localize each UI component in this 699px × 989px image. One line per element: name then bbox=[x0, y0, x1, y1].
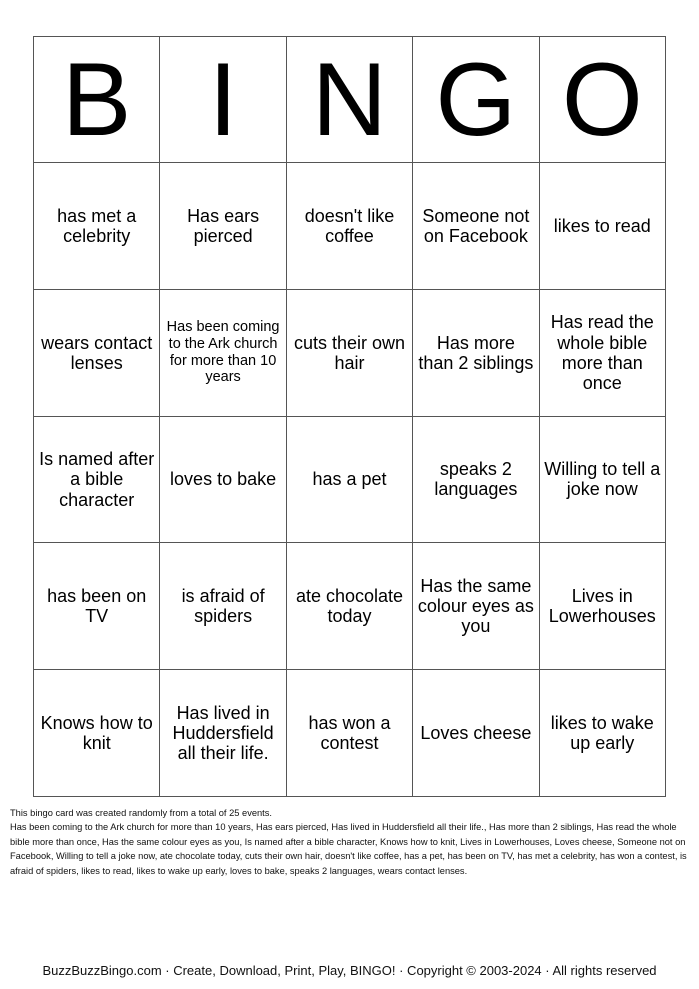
header-letter-o: O bbox=[539, 37, 665, 163]
bingo-cell[interactable]: Someone not on Facebook bbox=[413, 163, 539, 290]
header-letter-b: B bbox=[34, 37, 160, 163]
header-letter-g: G bbox=[413, 37, 539, 163]
bingo-cell[interactable]: ate chocolate today bbox=[286, 543, 412, 670]
bingo-cell[interactable]: has met a celebrity bbox=[34, 163, 160, 290]
bingo-card bbox=[33, 36, 666, 797]
bingo-cell[interactable]: cuts their own hair bbox=[286, 289, 412, 416]
bingo-cell[interactable]: wears contact lenses bbox=[34, 289, 160, 416]
bingo-cell[interactable]: likes to wake up early bbox=[539, 670, 665, 797]
bingo-cell[interactable]: Is named after a bible character bbox=[34, 416, 160, 543]
bingo-cell[interactable]: Has lived in Huddersfield all their life. bbox=[160, 670, 286, 797]
bingo-row-2 bbox=[34, 289, 666, 416]
bingo-row-1 bbox=[34, 163, 666, 290]
bingo-cell[interactable]: doesn't like coffee bbox=[286, 163, 412, 290]
bingo-header-row bbox=[34, 37, 666, 163]
bingo-cell[interactable]: likes to read bbox=[539, 163, 665, 290]
header-letter-i: I bbox=[160, 37, 286, 163]
bingo-cell[interactable]: Has read the whole bible more than once bbox=[539, 289, 665, 416]
bingo-cell[interactable]: Has more than 2 siblings bbox=[413, 289, 539, 416]
bingo-row-3 bbox=[34, 416, 666, 543]
footnote-intro: This bingo card was created randomly from a total of 25 events. bbox=[10, 808, 272, 818]
bingo-cell[interactable]: Has been coming to the Ark church for more than 10 years bbox=[160, 289, 286, 416]
bingo-cell[interactable]: loves to bake bbox=[160, 416, 286, 543]
bingo-cell[interactable]: has a pet bbox=[286, 416, 412, 543]
bingo-cell[interactable]: Lives in Lowerhouses bbox=[539, 543, 665, 670]
event-list-note bbox=[10, 806, 690, 878]
bingo-cell[interactable]: Knows how to knit bbox=[34, 670, 160, 797]
bingo-row-4 bbox=[34, 543, 666, 670]
header-letter-n: N bbox=[286, 37, 412, 163]
bingo-cell[interactable]: speaks 2 languages bbox=[413, 416, 539, 543]
bingo-cell[interactable]: Loves cheese bbox=[413, 670, 539, 797]
copyright-footer: BuzzBuzzBingo.com · Create, Download, Print, Play, BINGO! · Copyright © 2003-2024 · All rights reserved bbox=[42, 963, 657, 978]
bingo-cell[interactable]: has won a contest bbox=[286, 670, 412, 797]
bingo-cell[interactable]: Has ears pierced bbox=[160, 163, 286, 290]
bingo-cell[interactable]: is afraid of spiders bbox=[160, 543, 286, 670]
bingo-cell[interactable]: has been on TV bbox=[34, 543, 160, 670]
bingo-cell[interactable]: Willing to tell a joke now bbox=[539, 416, 665, 543]
bingo-cell[interactable]: Has the same colour eyes as you bbox=[413, 543, 539, 670]
footnote-events: Has been coming to the Ark church for more than 10 years, Has ears pierced, Has lived in Huddersfield all their life., Has more than 2 siblings, Has read the whole bible more than once, Has the same colour eyes as you, Is named after a bible character, Knows how to knit, Lives in Lowerhouses, Loves cheese, Someone not on Facebook, Willing to tell a joke now, ate chocolate today, cuts their own hair, doesn't like coffee, has a pet, has been on TV, has met a celebrity, has won a contest, is afraid of spiders, likes to read, likes to wake up early, loves to bake, speaks 2 languages, wears contact lenses. bbox=[10, 822, 687, 876]
bingo-row-5 bbox=[34, 670, 666, 797]
